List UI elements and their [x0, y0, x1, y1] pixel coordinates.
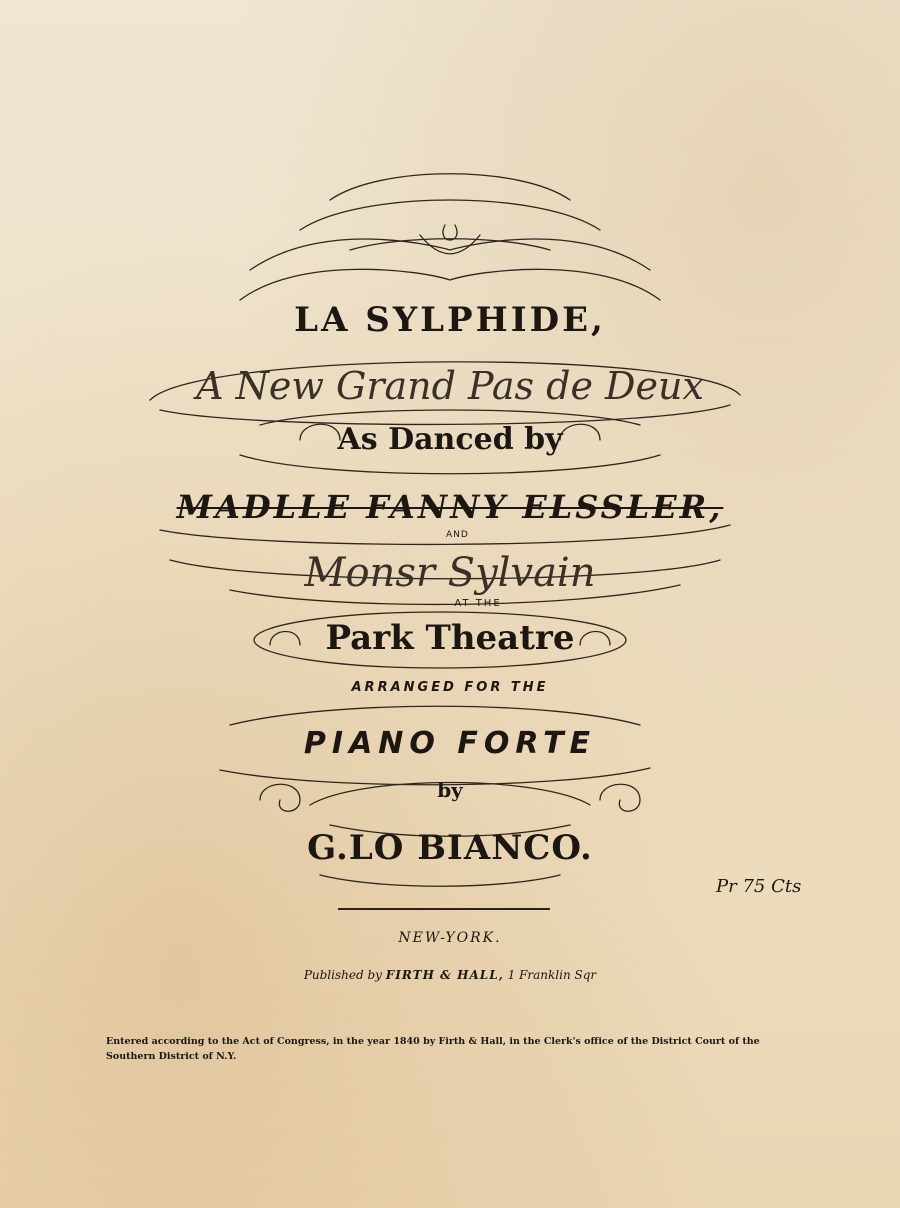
copyright-notice: Entered according to the Act of Congress, in the year 1840 by Firth & Hall, in the Clerk's office of the District Court of the Southern District of N.Y.	[106, 1036, 760, 1062]
venue-name: Park Theatre	[325, 618, 575, 658]
work-subtitle: A New Grand Pas de Deux	[196, 364, 704, 408]
by-label: by	[437, 778, 463, 802]
instrument-name: PIANO FORTE	[303, 726, 597, 761]
work-title: LA SYLPHIDE,	[294, 300, 606, 340]
publisher-address: 1 Franklin Sqr	[507, 968, 597, 982]
at-the-label: AT THE	[454, 598, 502, 609]
publisher-name: FIRTH & HALL,	[385, 968, 504, 982]
publication-city: NEW-YORK.	[398, 930, 502, 946]
dancer-secondary: Monsr Sylvain	[304, 550, 596, 596]
arranged-for-label: ARRANGED FOR THE	[351, 680, 549, 695]
publisher-line	[0, 968, 900, 982]
divider-rule	[338, 908, 550, 910]
as-danced-by-heading: As Danced by	[337, 422, 563, 457]
dancer-primary: MADLLE FANNY ELSSLER,	[176, 488, 724, 526]
composer-name: G.LO BIANCO.	[307, 828, 593, 868]
price-label: Pr 75 Cts	[716, 876, 802, 897]
published-by-label: Published by	[303, 968, 382, 982]
and-connector: AND	[446, 530, 469, 540]
